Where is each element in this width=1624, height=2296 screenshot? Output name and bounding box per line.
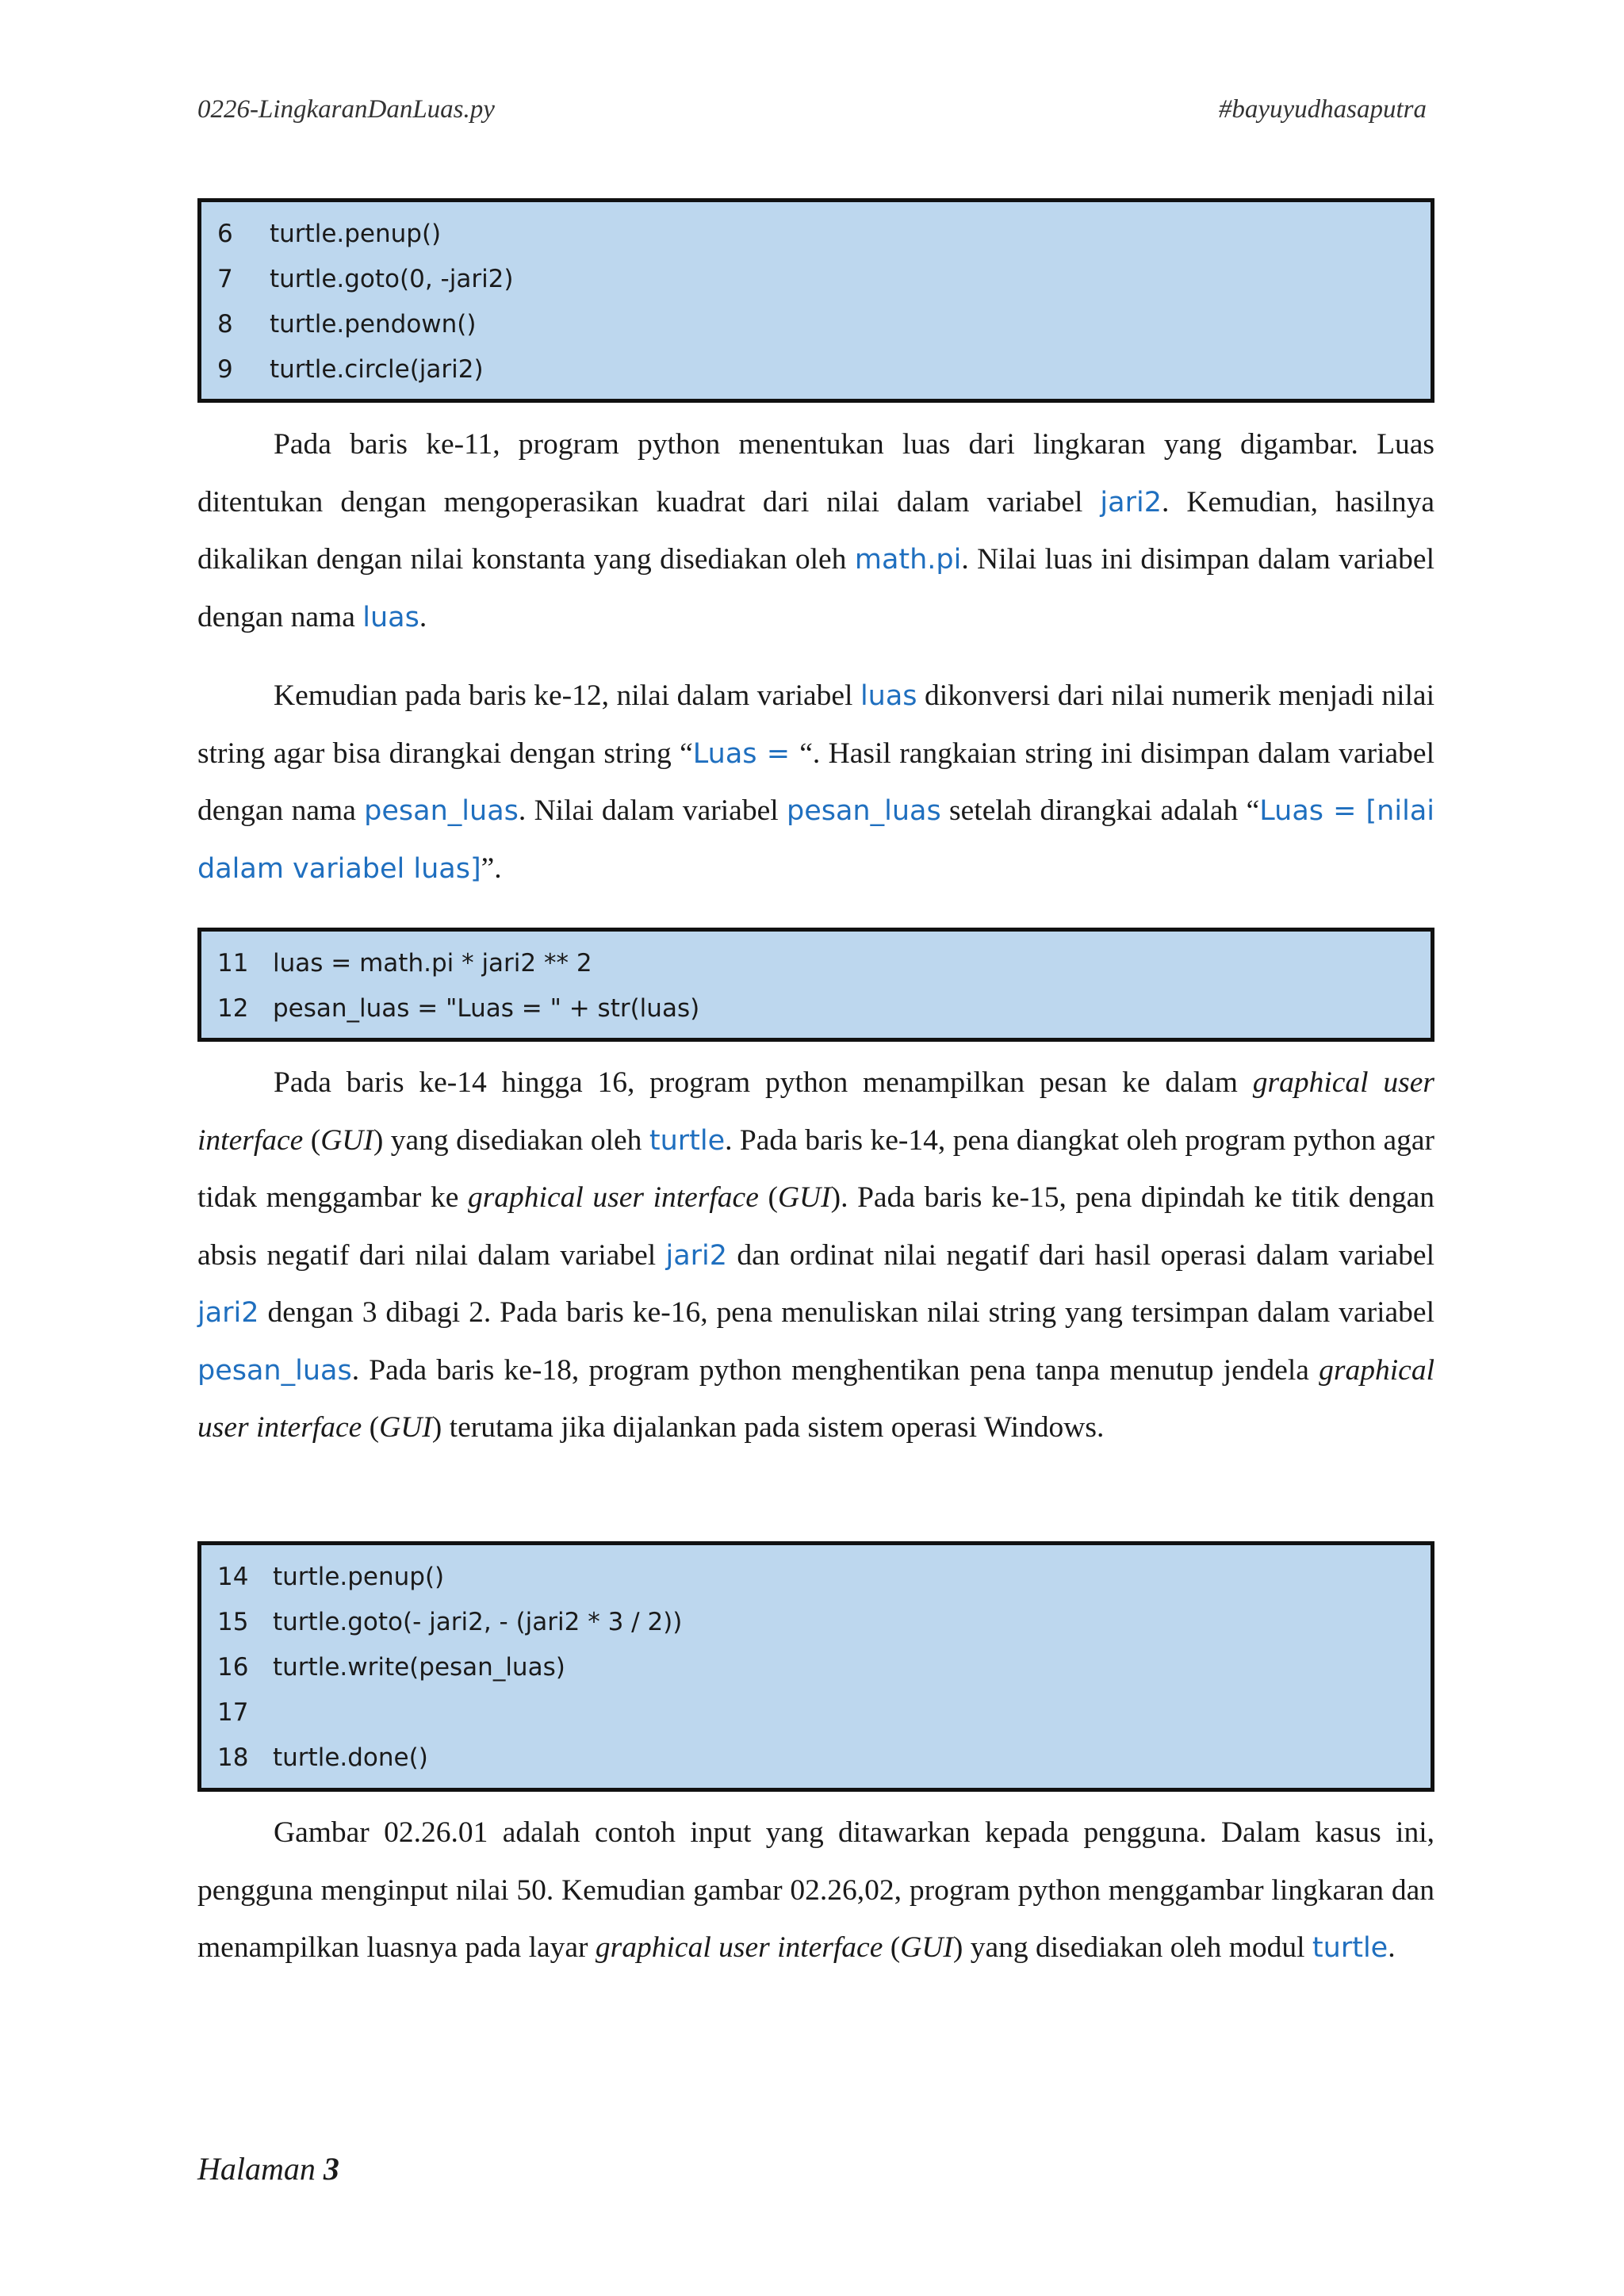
paragraph-text: . Nilai dalam variabel (518, 794, 787, 827)
paragraph-text: ( (758, 1181, 778, 1214)
code-reference: Luas = [nilai dalam variabel luas] (197, 795, 1434, 885)
line-number: 14 (217, 1563, 249, 1591)
header-filename: 0226-LingkaranDanLuas.py (197, 95, 495, 124)
code-reference: jari2 (665, 1239, 728, 1272)
code-reference: pesan_luas (197, 1354, 352, 1387)
line-number: 7 (217, 265, 233, 293)
paragraph-text: ( (883, 1931, 901, 1964)
line-number: 6 (217, 220, 233, 248)
paragraph-text: . Pada baris ke-18, program python menghentikan pena tanpa menutup jendela (351, 1353, 1320, 1387)
paragraph-text: ( (362, 1411, 380, 1444)
page-header (197, 95, 1427, 130)
paragraph-string-conversion (197, 668, 1434, 897)
code-line (201, 347, 1431, 392)
code-line (201, 212, 1431, 257)
code-reference: jari2 (1100, 486, 1162, 519)
code-text: turtle.goto(0, -jari2) (270, 265, 514, 293)
paragraph-text: Gambar 02.26.01 adalah contoh input yang ditawarkan kepada pengguna. Dalam kasus ini, pengguna menginput nilai 50. Kemudian gambar 02.26,02, program python menggambar lingkaran dan menampilkan luasnya pada layar (197, 1816, 1434, 1964)
italic-term: GUI (379, 1411, 432, 1444)
paragraph-text: dikonversi dari nilai numerik menjadi nilai string agar bisa dirangkai dengan string “ (197, 679, 1434, 770)
line-number: 18 (217, 1743, 249, 1772)
line-number: 15 (217, 1608, 249, 1636)
paragraph-text: ”. (481, 851, 502, 885)
paragraph-text: dan ordinat nilai negatif dari hasil operasi dalam variabel (727, 1238, 1434, 1272)
code-line (201, 257, 1431, 302)
line-number: 12 (217, 994, 249, 1023)
code-block-lines-6-9 (197, 198, 1434, 403)
line-number: 16 (217, 1653, 249, 1682)
code-line (201, 986, 1431, 1031)
code-text: pesan_luas = "Luas = " + str(luas) (273, 994, 700, 1023)
code-text: turtle.penup() (273, 1563, 445, 1591)
code-line (201, 941, 1431, 986)
italic-term: graphical user interface (467, 1181, 759, 1214)
paragraph-luas-calculation (197, 416, 1434, 646)
footer-label: Halaman (197, 2151, 324, 2187)
code-reference: Luas = (692, 737, 800, 770)
italic-term: graphical user interface (197, 1353, 1434, 1444)
paragraph-text: ) yang disediakan oleh modul (952, 1931, 1312, 1964)
code-text: turtle.done() (273, 1743, 428, 1772)
code-reference: math.pi (854, 544, 962, 576)
header-hashtag: #bayuyudhasaputra (1218, 95, 1427, 124)
code-text: turtle.circle(jari2) (270, 355, 484, 384)
code-reference: luas (860, 680, 917, 712)
code-reference: pesan_luas (364, 795, 519, 827)
code-text: turtle.pendown() (270, 310, 477, 339)
paragraph-text: . (419, 600, 427, 633)
line-number: 17 (217, 1698, 249, 1727)
code-block-lines-11-12 (197, 928, 1434, 1042)
code-text: turtle.penup() (270, 220, 442, 248)
paragraph-text: . Pada baris ke-14, pena diangkat oleh program python agar tidak menggambar ke (197, 1123, 1434, 1214)
paragraph-text: Pada baris ke-11, program python menentukan luas dari lingkaran yang digambar. Luas ditentukan dengan mengoperasikan kuadrat dari nilai dalam variabel (197, 428, 1434, 519)
code-line (201, 1645, 1431, 1690)
code-reference: turtle (649, 1124, 726, 1157)
italic-term: graphical user interface (595, 1931, 883, 1964)
code-line (201, 1735, 1431, 1781)
line-number: 9 (217, 355, 233, 384)
page-footer (197, 2150, 339, 2187)
code-line (201, 1690, 1431, 1735)
line-number: 8 (217, 310, 233, 339)
paragraph-text: dengan 3 dibagi 2. Pada baris ke-16, pena menuliskan nilai string yang tersimpan dalam variabel (259, 1296, 1434, 1329)
code-reference: jari2 (197, 1297, 259, 1329)
code-line (201, 302, 1431, 347)
paragraph-text: “. Hasil rangkaian string ini disimpan dalam variabel dengan nama (197, 737, 1434, 827)
paragraph-text: . (1388, 1931, 1396, 1964)
paragraph-text: Kemudian pada baris ke-12, nilai dalam variabel (274, 679, 860, 712)
code-line (201, 1555, 1431, 1600)
paragraph-text: Pada baris ke-14 hingga 16, program python menampilkan pesan ke dalam (274, 1066, 1253, 1099)
paragraph-figure-description (197, 1804, 1434, 1977)
paragraph-text: ) yang disediakan oleh (373, 1123, 649, 1157)
paragraph-text: . Nilai luas ini disimpan dalam variabel dengan nama (197, 543, 1434, 633)
line-number: 11 (217, 949, 249, 978)
paragraph-text: setelah dirangkai adalah “ (940, 794, 1260, 827)
paragraph-text: ( (303, 1123, 321, 1157)
code-text: luas = math.pi * jari2 ** 2 (273, 949, 592, 978)
paragraph-text: ). Pada baris ke-15, pena dipindah ke titik dengan absis negatif dari nilai dalam variabel (197, 1181, 1434, 1272)
code-text: turtle.write(pesan_luas) (273, 1653, 565, 1682)
code-line (201, 1600, 1431, 1645)
italic-term: GUI (320, 1123, 373, 1157)
italic-term: GUI (777, 1181, 831, 1214)
code-block-lines-14-18 (197, 1541, 1434, 1792)
code-reference: pesan_luas (786, 795, 941, 827)
code-reference: turtle (1312, 1932, 1388, 1964)
page-number: 3 (323, 2151, 339, 2187)
paragraph-text: ) terutama jika dijalankan pada sistem operasi Windows. (431, 1411, 1105, 1444)
code-reference: luas (362, 601, 419, 633)
paragraph-text: . Kemudian, hasilnya dikalikan dengan nilai konstanta yang disediakan oleh (197, 485, 1434, 576)
paragraph-gui-message (197, 1054, 1434, 1457)
italic-term: graphical user interface (197, 1066, 1434, 1157)
italic-term: GUI (900, 1931, 953, 1964)
code-text: turtle.goto(- jari2, - (jari2 * 3 / 2)) (273, 1608, 683, 1636)
